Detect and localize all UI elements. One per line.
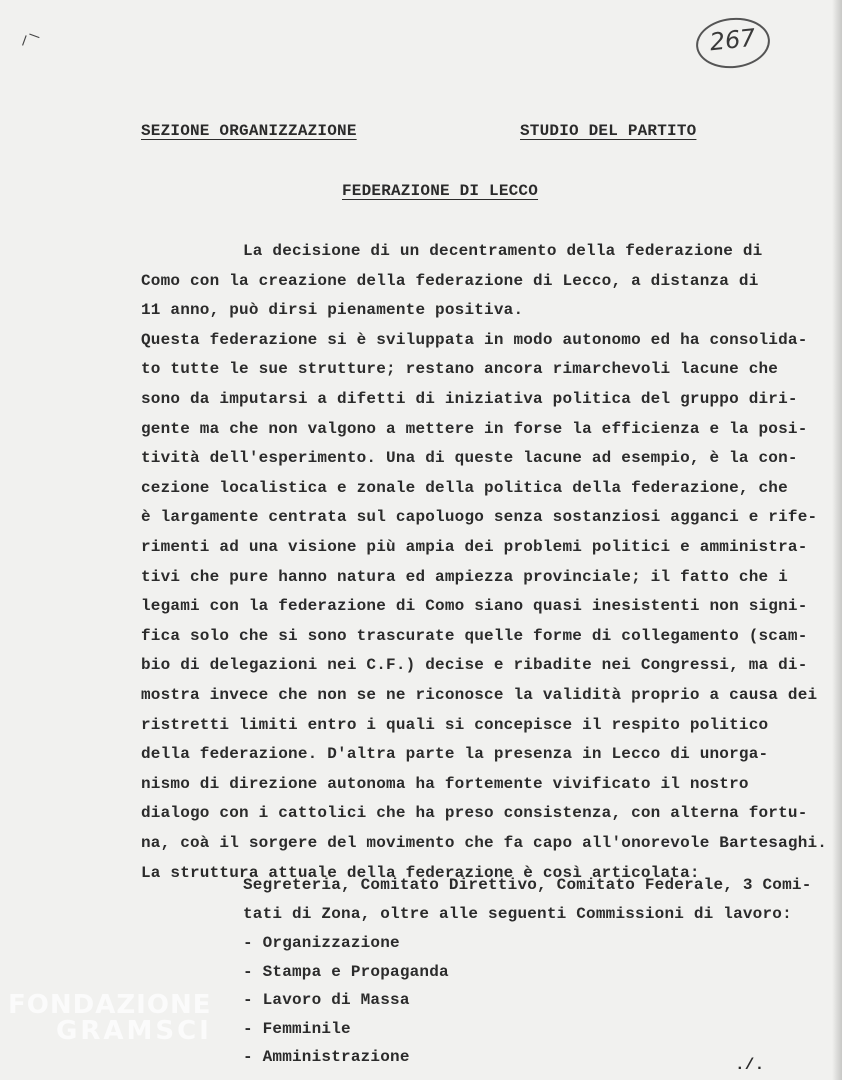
body-line: è largamente centrata sul capoluogo senza sostanziosi agganci e rife- [141,508,818,526]
body-line: gente ma che non valgono a mettere in forse la efficienza e la posi- [141,420,808,438]
body-line: legami con la federazione di Como siano quasi inesistenti non signi- [141,597,808,615]
body-line: cezione localistica e zonale della politica della federazione, che [141,479,788,497]
commission-item: - Femminile [243,1020,351,1038]
body-line: dialogo con i cattolici che ha preso consistenza, con alterna fortu- [141,804,808,822]
body-line: Questa federazione si è sviluppata in modo autonomo ed ha consolida- [141,331,808,349]
document-title: FEDERAZIONE DI LECCO [342,182,539,200]
commission-item: - Organizzazione [243,934,400,952]
scan-edge [832,0,842,1080]
body-line: tivi che pure hanno natura ed ampiezza provinciale; il fatto che i [141,568,788,586]
structure-line: Segreteria, Comitato Direttivo, Comitato Federale, 3 Comi- [243,876,812,894]
continuation-mark: ./. [735,1056,765,1074]
body-line: sono da imputarsi a difetti di iniziativa politica del gruppo diri- [141,390,798,408]
structure-line: tati di Zona, oltre alle seguenti Commissioni di lavoro: [243,905,792,923]
body-line: Como con la creazione della federazione di Lecco, a distanza di [141,272,759,290]
commission-item: - Lavoro di Massa [243,991,410,1009]
body-line: rimenti ad una visione più ampia dei problemi politici e amministra- [141,538,808,556]
body-line: La struttura attuale della federazione è così articolata: [141,864,700,882]
body-line: della federazione. D'altra parte la presenza in Lecco di unorga- [141,745,769,763]
body-line: La decisione di un decentramento della federazione di [243,242,763,260]
commission-item: - Amministrazione [243,1048,410,1066]
body-line: bio di delegazioni nei C.F.) decise e ribadite nei Congressi, ma di- [141,656,808,674]
body-line: mostra invece che non se ne riconosce la validità proprio a causa dei [141,686,818,704]
body-line: 11 anno, può dirsi pienamente positiva. [141,301,524,319]
body-line: tività dell'esperimento. Una di queste lacune ad esempio, è la con- [141,449,798,467]
fondazione-gramsci-watermark: FONDAZIONE GRAMSCI [8,990,212,1046]
page-number-stamp [694,14,773,71]
body-line: na, coà il sorgere del movimento che fa capo all'onorevole Bartesaghi. [141,834,828,852]
page-number: 267 [708,23,757,57]
header-section: SEZIONE ORGANIZZAZIONE [141,122,357,140]
body-line: to tutte le sue strutture; restano ancora rimarchevoli lacune che [141,360,779,378]
body-line: fica solo che si sono trascurate quelle forme di collegamento (scam- [141,627,808,645]
corner-marks: ⸝⸜ [12,18,43,51]
body-line: ristretti limiti entro i quali si concepisce il respito politico [141,716,769,734]
show-through-text [386,74,493,112]
header-study: STUDIO DEL PARTITO [520,122,697,140]
body-line: nismo di direzione autonoma ha fortemente vivificato il nostro [141,775,749,793]
commission-item: - Stampa e Propaganda [243,963,449,981]
